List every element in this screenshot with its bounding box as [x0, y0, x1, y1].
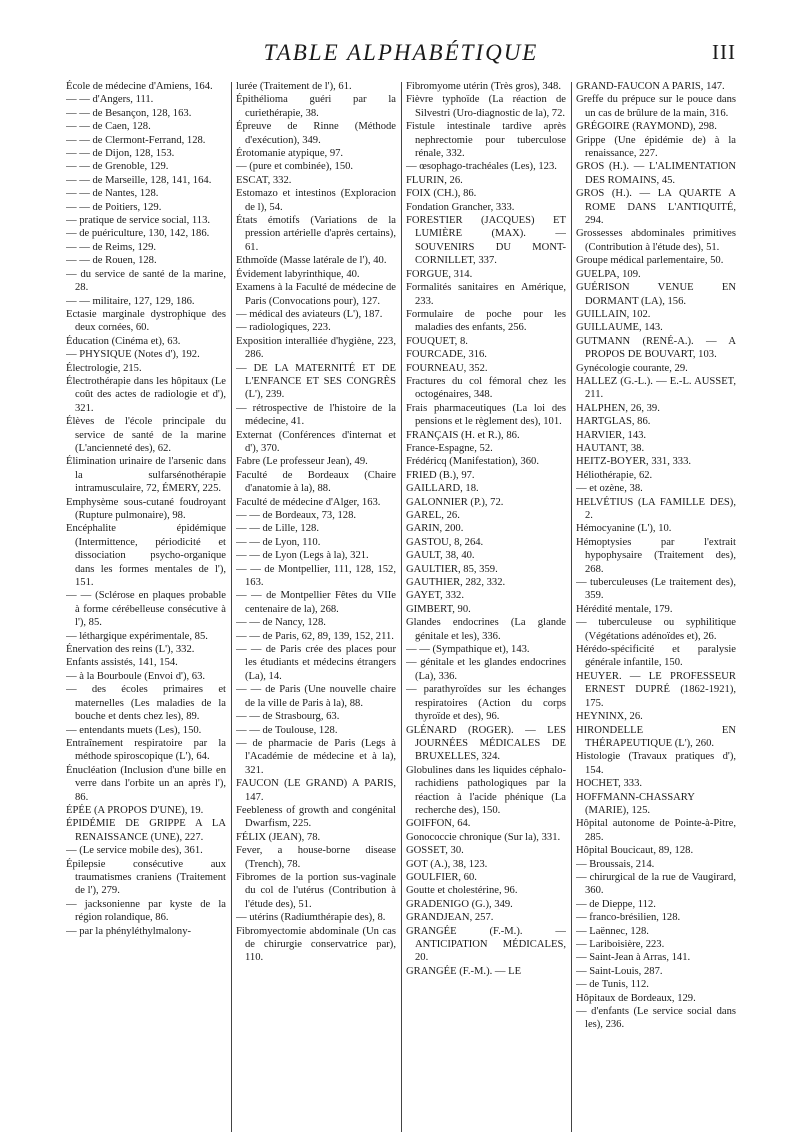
index-entry: GOULFIER, 60.	[406, 871, 477, 883]
index-entry: — — de Bordeaux, 73, 128.	[236, 510, 357, 521]
index-entry: GAILLARD, 18.	[406, 483, 479, 495]
index-entry: GAULTIER, 85, 359.	[406, 563, 498, 575]
index-entry: GOSSET, 30.	[406, 845, 464, 857]
page-number: III	[712, 40, 736, 64]
index-column-3	[406, 80, 566, 1132]
index-entry: GUILLAUME, 143.	[576, 322, 663, 334]
index-entry: GIMBERT, 90.	[406, 603, 471, 615]
index-entry: HEYNINX, 26.	[576, 711, 643, 723]
index-entry: HIRONDELLE EN THÉRAPEUTIQUE (L'), 260.	[576, 724, 736, 749]
index-columns	[66, 80, 736, 1132]
index-entry: Hérédo-spécificité et paralysie générale infantile, 150.	[576, 644, 736, 669]
index-entry: — léthargique expérimentale, 85.	[66, 630, 208, 642]
index-entry: lurée (Traitement de l'), 61.	[236, 81, 352, 92]
index-entry: — pratique de service social, 113.	[66, 215, 211, 227]
index-entry: — — (Sclérose en plaques probable à forme cérébelleuse consécutive à l'), 85.	[66, 590, 226, 629]
index-entry: — — de Lyon (Legs à la), 321.	[236, 550, 369, 562]
index-entry: Érotomanie atypique, 97.	[236, 148, 344, 160]
index-entry: — — de Strasbourg, 63.	[236, 711, 340, 723]
index-entry: ÉPÉE (A PROPOS D'UNE), 19.	[66, 804, 204, 816]
index-entry: FOURCADE, 316.	[406, 349, 487, 361]
index-entry: — Broussais, 214.	[576, 858, 655, 870]
index-entry: GUELPA, 109.	[576, 268, 641, 280]
index-entry: — — de Montpellier, 111, 128, 152, 163.	[236, 563, 396, 589]
index-entry: — — de Nancy, 128.	[236, 617, 326, 629]
index-entry: — franco-brésilien, 128.	[576, 912, 681, 924]
index-entry: FOIX (CH.), 86.	[406, 188, 477, 200]
index-entry: — entendants muets (Les), 150.	[66, 724, 202, 736]
index-entry: Fistule intestinale tardive après nephrectomie pour tuberculose rénale, 332.	[406, 121, 566, 160]
index-column-4	[576, 80, 736, 1132]
index-entry: — par la phényléthylmalony-	[66, 925, 192, 937]
index-entry: HOFFMANN-CHASSARY (MARIE), 125.	[576, 791, 695, 816]
index-entry: Énucléation (Inclusion d'une bille en verre dans l'orbite un an après l'), 86.	[66, 764, 226, 803]
index-entry: — d'enfants (Le service social dans les), 236.	[576, 1006, 736, 1031]
index-entry: Feebleness of growth and congénital Dwarfism, 225.	[236, 804, 396, 830]
index-entry: — de Dieppe, 112.	[576, 898, 656, 910]
index-entry: — des écoles primaires et maternelles (Les maladies de la bouche et dents chez les), 89.	[66, 684, 226, 723]
index-entry: — DE LA MATERNITÉ ET DE L'ENFANCE ET SES CONGRÈS (L'), 239.	[236, 362, 396, 401]
index-entry: — tuberculeuse ou syphilitique (Végétations adénoïdes et), 26.	[576, 617, 736, 642]
index-entry: — utérins (Radiumthérapie des), 8.	[236, 912, 386, 924]
index-entry: Examens à la Faculté de médecine de Paris (Convocations pour), 127.	[236, 282, 396, 307]
index-entry: — de puériculture, 130, 142, 186.	[66, 228, 210, 240]
index-entry: Entraînement respiratoire par la méthode spiroscopique (L'), 64.	[66, 737, 226, 763]
index-entry: — du service de santé de la marine, 28.	[66, 268, 226, 294]
index-entry: HALPHEN, 26, 39.	[576, 402, 660, 414]
index-entry: — — de Poitiers, 129.	[66, 201, 162, 213]
index-entry: École de médecine d'Amiens, 164.	[66, 81, 213, 92]
index-entry: Enfants assistés, 141, 154.	[66, 657, 178, 669]
index-entry: Greffe du prépuce sur le pouce dans un cas de brûlure de la main, 316.	[576, 94, 736, 119]
index-entry: GARIN, 200.	[406, 523, 464, 535]
index-entry: HARVIER, 143.	[576, 429, 647, 441]
index-entry: Globulines dans les liquides céphalo-rachidiens pathologiques par la réaction à l'acide phénique (La recherche des), 150.	[406, 764, 566, 816]
index-entry: GRAND-FAUCON A PARIS, 147.	[576, 81, 725, 92]
index-entry: Frédéricq (Manifestation), 360.	[406, 456, 539, 468]
index-entry: Fibromes de la portion sus-vaginale du col de l'utérus (Contribution à l'étude des), 51.	[236, 871, 396, 910]
index-entry: HELVÉTIUS (LA FAMILLE DES), 2.	[576, 496, 736, 521]
index-entry: — — de Grenoble, 129.	[66, 161, 169, 173]
column-divider	[571, 82, 572, 1132]
index-entry: Fondation Grancher, 333.	[406, 201, 515, 213]
index-entry: Fever, a house-borne disease (Trench), 78.	[236, 845, 396, 870]
index-entry: — — militaire, 127, 129, 186.	[66, 295, 195, 307]
index-entry: — œsophago-trachéales (Les), 123.	[406, 161, 557, 173]
index-entry: Éducation (Cinéma et), 63.	[66, 335, 181, 347]
index-entry: États émotifs (Variations de la pression artérielle d'après certains), 61.	[236, 215, 396, 253]
index-entry: Formalités sanitaires en Amérique, 233.	[406, 282, 566, 307]
index-entry: — tuberculeuses (Le traitement des), 359.	[576, 577, 736, 602]
index-entry: Évidement labyrinthique, 40.	[236, 268, 360, 280]
index-entry: — — de Lyon, 110.	[236, 536, 321, 548]
index-entry: Grossesses abdominales primitives (Contribution à l'étude des), 51.	[576, 228, 736, 253]
index-entry: — — de Besançon, 128, 163.	[66, 107, 192, 119]
index-entry: HOCHET, 333.	[576, 778, 643, 790]
index-entry: FOURNEAU, 352.	[406, 362, 488, 374]
index-entry: — — de Marseille, 128, 141, 164.	[66, 174, 212, 186]
index-entry: Estomazo et intestinos (Exploracion de l), 54.	[236, 188, 396, 213]
index-entry: Épreuve de Rinne (Méthode d'exécution), 349.	[236, 121, 396, 146]
index-entry: FORGUE, 314.	[406, 268, 473, 280]
index-entry: — — de Paris, 62, 89, 139, 152, 211.	[236, 630, 394, 642]
index-entry: — et ozène, 38.	[576, 483, 643, 495]
index-entry: Groupe médical parlementaire, 50.	[576, 255, 724, 267]
index-entry: Énervation des reins (L'), 332.	[66, 644, 195, 656]
index-entry: — — de Caen, 128.	[66, 121, 151, 133]
index-entry: France-Espagne, 52.	[406, 442, 493, 454]
index-entry: FOUQUET, 8.	[406, 335, 468, 347]
index-entry: HEUYER. — LE PROFESSEUR ERNEST DUPRÉ (1862-1921), 175.	[576, 670, 736, 709]
index-entry: — — de Montpellier Fêtes du VIIe centenaire de la), 268.	[236, 590, 396, 615]
column-divider	[401, 82, 402, 1132]
index-entry: Formulaire de poche pour les maladies des enfants, 256.	[406, 308, 566, 334]
index-entry: FÉLIX (JEAN), 78.	[236, 831, 321, 843]
index-entry: — (pure et combinée), 150.	[236, 161, 354, 173]
index-entry: GAYET, 332.	[406, 590, 464, 602]
index-entry: Gonococcie chronique (Sur la), 331.	[406, 831, 561, 843]
index-entry: GRANGÉE (F.-M.). — LE	[406, 965, 522, 977]
index-entry: GASTOU, 8, 264.	[406, 536, 484, 548]
index-entry: GUTMANN (RENÉ-A.). — A PROPOS DE BOUVART, 103.	[576, 335, 736, 361]
index-column-1	[66, 80, 226, 1132]
index-entry: GAUTHIER, 282, 332.	[406, 577, 506, 589]
index-entry: Élèves de l'école principale du service de santé de la marine (L'ancienneté des), 62.	[66, 416, 226, 454]
index-entry: — médical des aviateurs (L'), 187.	[236, 308, 383, 320]
index-entry: GROS (H.). — L'ALIMENTATION DES ROMAINS, 45.	[576, 161, 736, 186]
index-entry: — PHYSIQUE (Notes d'), 192.	[66, 349, 200, 361]
index-entry: Ectasie marginale dystrophique des deux cornées, 60.	[66, 308, 226, 334]
index-entry: Hémoptysies par l'extrait hypophysaire (Traitement des), 268.	[576, 536, 736, 575]
index-entry: HEITZ-BOYER, 331, 333.	[576, 456, 692, 468]
index-entry: GOIFFON, 64.	[406, 818, 471, 830]
index-entry: — — de Reims, 129.	[66, 241, 157, 253]
index-entry: — chirurgical de la rue de Vaugirard, 360.	[576, 871, 736, 897]
index-entry: — de pharmacie de Paris (Legs à l'Académie de médecine et à la), 321.	[236, 737, 396, 776]
index-entry: GAULT, 38, 40.	[406, 550, 475, 562]
index-entry: Frais pharmaceutiques (La loi des pensions et le règlement des), 101.	[406, 402, 566, 428]
index-entry: Faculté de Bordeaux (Chaire d'anatomie à la), 88.	[236, 469, 396, 495]
index-entry: — Laënnec, 128.	[576, 925, 649, 937]
index-entry: Externat (Conférences d'internat et d'), 370.	[236, 429, 396, 454]
index-entry: ESCAT, 332.	[236, 174, 292, 186]
index-entry: — — de Paris crée des places pour les étudiants et médecins étrangers (La), 14.	[236, 644, 396, 682]
index-entry: GRÉGOIRE (RAYMOND), 298.	[576, 121, 717, 133]
index-entry: Épithélioma guéri par la curiethérapie, 38.	[236, 94, 396, 119]
index-entry: GROS (H.). — LA QUARTE A ROME DANS L'ANTIQUITÉ, 294.	[576, 188, 736, 227]
index-entry: GRANDJEAN, 257.	[406, 912, 494, 924]
index-entry: Héliothérapie, 62.	[576, 469, 653, 481]
index-entry: GLÉNARD (ROGER). — LES JOURNÉES MÉDICALES DE BRUXELLES, 324.	[406, 724, 566, 763]
index-entry: Hôpital Boucicaut, 89, 128.	[576, 845, 694, 857]
index-entry: GRANGÉE (F.-M.). — ANTICIPATION MÉDICALES, 20.	[406, 925, 566, 964]
index-entry: Fibromyome utérin (Très gros), 348.	[406, 81, 561, 92]
index-entry: Goutte et cholestérine, 96.	[406, 885, 518, 897]
index-entry: HAUTANT, 38.	[576, 442, 645, 454]
index-entry: Exposition interalliée d'hygiène, 223, 286.	[236, 335, 396, 361]
index-entry: — — de Paris (Une nouvelle chaire de la ville de Paris à la), 88.	[236, 684, 396, 709]
index-entry: — jacksonienne par kyste de la région rolandique, 86.	[66, 898, 226, 924]
index-entry: — — (Sympathique et), 143.	[406, 644, 530, 656]
index-entry: Faculté de médecine d'Alger, 163.	[236, 496, 381, 508]
index-entry: FAUCON (LE GRAND) A PARIS, 147.	[236, 778, 396, 803]
index-entry: Fièvre typhoïde (La réaction de Silvestri (Uro-diagnostic de la), 72.	[406, 94, 566, 119]
index-entry: — parathyroïdes sur les échanges respiratoires (Action du corps thyroïde et des), 96.	[406, 684, 566, 723]
index-entry: — rétrospective de l'histoire de la médecine, 41.	[236, 402, 396, 428]
index-entry: FRIED (B.), 97.	[406, 469, 475, 481]
index-entry: Glandes endocrines (La glande génitale et les), 336.	[406, 617, 566, 642]
index-column-2	[236, 80, 396, 1132]
index-entry: — de Tunis, 112.	[576, 979, 649, 991]
page-header	[66, 40, 736, 70]
index-entry: — — de Dijon, 128, 153.	[66, 148, 175, 160]
index-entry: HARTGLAS, 86.	[576, 416, 651, 428]
index-entry: Ethmoïde (Masse latérale de l'), 40.	[236, 255, 387, 267]
index-entry: Hôpital autonome de Pointe-à-Pitre, 285.	[576, 818, 736, 843]
index-entry: Emphysème sous-cutané foudroyant (Rupture pulmonaire), 98.	[66, 496, 226, 521]
index-entry: Élimination urinaire de l'arsenic dans la sulfarsénothérapie intramusculaire, 72, ÉMERY, 225.	[66, 456, 226, 495]
index-entry: — à la Bourboule (Envoi d'), 63.	[66, 670, 206, 682]
index-entry: Électrologie, 215.	[66, 362, 142, 374]
index-entry: Électrothérapie dans les hôpitaux (Le coût des actes de radiologie et d'), 321.	[66, 375, 226, 414]
index-entry: Grippe (Une épidémie de) à la renaissance, 227.	[576, 134, 736, 160]
page-title: TABLE ALPHABÉTIQUE	[263, 40, 539, 65]
index-entry: Encéphalite épidémique (Intermittence, périodicité et dissociation psycho-organique dans les formes mentales de l'), 151.	[66, 523, 226, 589]
index-entry: GRADENIGO (G.), 349.	[406, 898, 513, 910]
index-entry: Hérédité mentale, 179.	[576, 603, 673, 615]
index-entry: GAREL, 26.	[406, 510, 460, 521]
index-entry: — génitale et les glandes endocrines (La), 336.	[406, 657, 566, 682]
index-entry: FRANÇAIS (H. et R.), 86.	[406, 429, 520, 441]
index-entry: — — de Nantes, 128.	[66, 188, 159, 200]
index-entry: HALLEZ (G.-L.). — E.-L. AUSSET, 211.	[576, 375, 736, 401]
index-entry: — Lariboisière, 223.	[576, 939, 665, 950]
index-entry: GALONNIER (P.), 72.	[406, 496, 504, 508]
index-entry: — radiologiques, 223.	[236, 322, 331, 334]
index-entry: — (Le service mobile des), 361.	[66, 845, 203, 857]
index-entry: Histologie (Travaux pratiques d'), 154.	[576, 751, 736, 776]
column-divider	[231, 82, 232, 1132]
index-entry: Fabre (Le professeur Jean), 49.	[236, 456, 368, 468]
index-entry: FORESTIER (JACQUES) ET LUMIÈRE (MAX). — SOUVENIRS DU MONT-CORNILLET, 337.	[406, 215, 566, 267]
index-entry: — — d'Angers, 111.	[66, 94, 154, 106]
index-entry: ÉPIDÉMIE DE GRIPPE A LA RENAISSANCE (UNE), 227.	[66, 818, 226, 843]
index-entry: Hémocyanine (L'), 10.	[576, 523, 672, 535]
index-entry: — Saint-Jean à Arras, 141.	[576, 952, 691, 964]
index-entry: — — de Clermont-Ferrand, 128.	[66, 134, 206, 146]
index-entry: Hôpitaux de Bordeaux, 129.	[576, 992, 696, 1004]
index-entry: Fibromyectomie abdominale (Un cas de chirurgie conservatrice par), 110.	[236, 925, 396, 964]
index-entry: Épilepsie consécutive aux traumatismes craniens (Traitement de l'), 279.	[66, 858, 226, 897]
index-entry: — — de Rouen, 128.	[66, 255, 157, 267]
index-entry: — Saint-Louis, 287.	[576, 965, 663, 977]
index-entry: Gynécologie courante, 29.	[576, 362, 688, 374]
index-entry: GUÉRISON VENUE EN DORMANT (LA), 156.	[576, 282, 736, 307]
index-entry: FLURIN, 26.	[406, 174, 463, 186]
index-entry: — — de Toulouse, 128.	[236, 724, 338, 736]
index-entry: — — de Lille, 128.	[236, 523, 319, 535]
index-entry: GUILLAIN, 102.	[576, 308, 651, 320]
index-entry: GOT (A.), 38, 123.	[406, 858, 488, 870]
index-entry: Fractures du col fémoral chez les octogénaires, 348.	[406, 375, 566, 401]
